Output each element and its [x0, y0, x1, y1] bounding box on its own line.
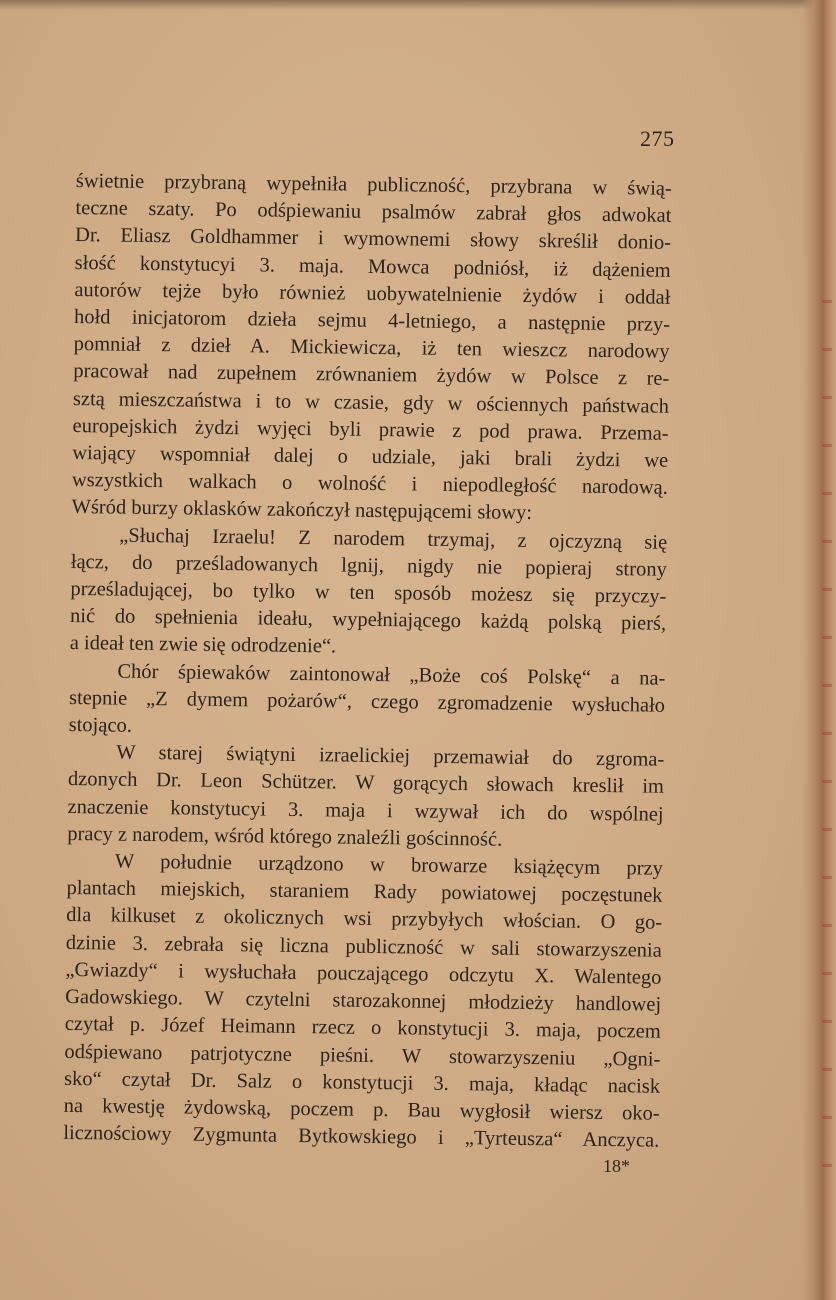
text-line: dzinie 3. zebrała się liczna publiczność w sali stowarzyszenia	[65, 931, 662, 962]
text-line: dla kilkuset z okolicznych wsi przybyłych włościan. O go-	[66, 904, 663, 935]
text-line: odśpiewano patrjotyczne pieśni. W stowarzyszeniu „Ogni-	[64, 1040, 661, 1071]
text-line: na kwestję żydowską, poczem p. Bau wygłosił wiersz oko-	[63, 1094, 660, 1125]
text-line: dzonych Dr. Leon Schützer. W gorących słowach kreslił im	[67, 768, 665, 799]
text-line: „Gwiazdy“ i wysłuchała pouczającego odczytu X. Walentego	[65, 958, 662, 989]
page-number: 275	[640, 126, 675, 151]
text-line: wszystkich walkach o wolność i niepodległość narodową.	[71, 469, 669, 500]
text-line: świetnie przybraną wypełniła publiczność, przybrana w świą-	[75, 169, 672, 200]
text-line: Dr. Eliasz Goldhammer i wymownemi słowy skreślił donio-	[74, 224, 672, 255]
text-line: pracy z narodem, wśród którego znaleźli gościnność.	[67, 822, 503, 851]
text-line: autorów tejże było również uobywatelnienie żydów i oddał	[74, 278, 671, 309]
text-line: stepnie „Z dymem pożarów“, czego zgromadzenie wysłuchało	[68, 686, 666, 717]
text-line: plantach miejskich, staraniem Rady powiatowej poczęstunek	[66, 877, 663, 908]
text-line: prześladującej, bo tylko w ten sposób możesz się przyczy-	[70, 578, 667, 608]
text-line: europejskich żydzi wyjęci byli prawie z pod prawa. Przema-	[72, 414, 669, 445]
text-line: a ideał ten zwie się odrodzenie“.	[69, 632, 337, 658]
text-line: W południe urządzono w browarze książęcym przy	[114, 850, 664, 880]
text-line: hołd inicjatorom dzieła sejmu 4-letniego, a następnie przy-	[73, 306, 671, 336]
text-line: wiający wspomniał dalej o udziale, jaki brali żydzi we	[72, 442, 669, 472]
text-line: słość konstytucyi 3. maja. Mowca podniósł, iż dążeniem	[74, 251, 671, 282]
text-line: znaczenie konstytucyi 3. maja i wzywał ich do wspólnej	[67, 795, 664, 826]
page-top-edge	[0, 0, 836, 10]
text-line: stojąco.	[68, 714, 133, 737]
text-line: sztą mieszczaństwa i to w czasie, gdy w ościennych państwach	[72, 387, 670, 418]
body-text	[63, 168, 672, 1155]
text-line: W starej świątyni izraelickiej przemawiał do zgroma-	[116, 741, 665, 772]
text-line: łącz, do prześladowanych lgnij, nigdy nie popieraj strony	[70, 550, 667, 581]
text-line: Gadowskiego. W czytelni starozakonnej młodzieży handlowej	[65, 986, 662, 1016]
text-line: sko“ czytał Dr. Salz o konstytucji 3. maja, kładąc nacisk	[63, 1067, 661, 1098]
text-line: „Słuchaj Izraelu! Z narodem trzymaj, z ojczyzną się	[119, 524, 668, 554]
text-line: pracował nad zupełnem zrównaniem żydów w Polsce z re-	[73, 360, 670, 391]
binding-thread-marks	[822, 300, 832, 1200]
text-line: teczne szaty. Po odśpiewaniu psalmów zabrał głos adwokat	[75, 197, 672, 228]
text-line: pomniał z dzieł A. Mickiewicza, iż ten wieszcz narodowy	[73, 333, 670, 364]
text-line: Chór śpiewaków zaintonował „Boże coś Polskę“ a na-	[117, 660, 666, 690]
text-line: nić do spełnienia ideału, wypełniającego każdą polską pierś,	[69, 605, 667, 636]
text-line: licznościowy Zygmunta Bytkowskiego i „Tyrteusza“ Anczyca.	[63, 1122, 660, 1152]
text-line: czytał p. Józef Heimann rzecz o konstytucji 3. maja, poczem	[64, 1013, 661, 1044]
signature-mark: 18*	[603, 1156, 630, 1176]
text-line: Wśród burzy oklasków zakończył następującemi słowy:	[71, 496, 533, 525]
